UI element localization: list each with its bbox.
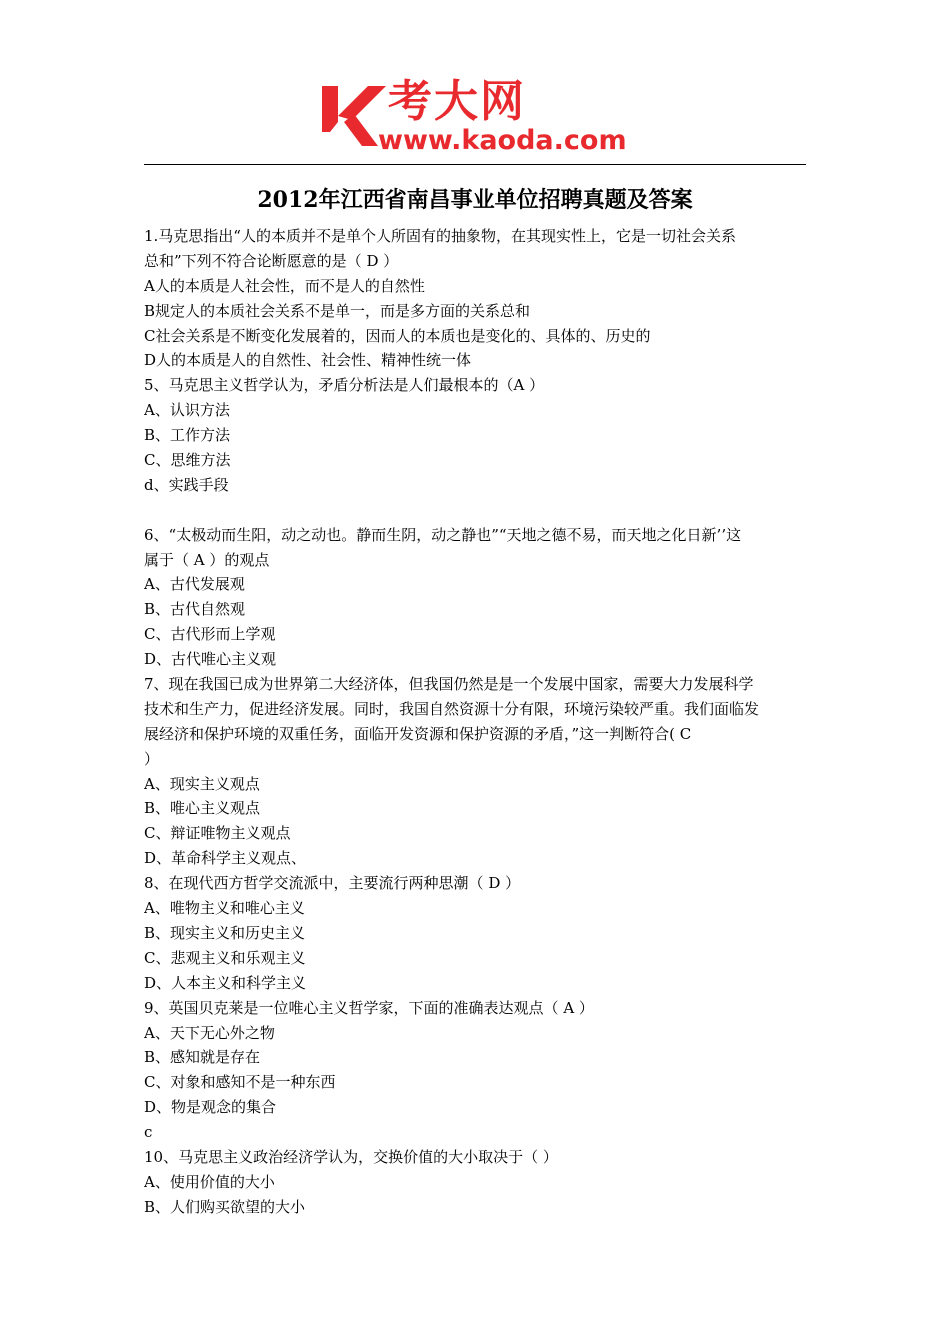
question-list [144, 224, 808, 1220]
text-line: B、人们购买欲望的大小 [144, 1197, 306, 1216]
text-line: 展经济和保护环境的双重任务，面临开发资源和保护资源的矛盾，”这一判断符合( C [144, 724, 692, 743]
text-line: B、感知就是存在 [144, 1048, 261, 1067]
text-line: C、古代形而上学观 [144, 625, 276, 644]
text-line: C、辩证唯物主义观点 [144, 824, 291, 843]
text-line: B规定人的本质社会关系不是单一，而是多方面的关系总和 [144, 301, 531, 320]
text-line: 8、在现代西方哲学交流派中，主要流行两种思潮（ D ） [144, 874, 521, 893]
text-line: A、天下无心外之物 [144, 1023, 275, 1042]
text-line: 总和”下列不符合论断愿意的是（ D ） [144, 251, 399, 270]
text-line: A、现实主义观点 [144, 774, 260, 793]
text-line: A、古代发展观 [144, 575, 245, 594]
text-line: B、古代自然观 [144, 600, 246, 619]
text-line: A、使用价值的大小 [144, 1172, 275, 1191]
text-line: B、工作方法 [144, 426, 231, 445]
text-line: C、思维方法 [144, 451, 231, 470]
text-line: 10、马克思主义政治经济学认为，交换价值的大小取决于（ ） [144, 1147, 558, 1166]
text-line: 7、现在我国已成为世界第二大经济体，但我国仍然是是一个发展中国家，需要大力发展科学 [144, 675, 754, 694]
kaoda-logo[interactable] [318, 76, 638, 160]
text-line: 属于（ A ）的观点 [144, 550, 270, 569]
text-line: D、人本主义和科学主义 [144, 973, 307, 992]
logo-url-text: www.kaoda.com [378, 125, 627, 156]
text-line: d、实践手段 [144, 475, 229, 494]
text-line: D人的本质是人的自然性、社会性、精神性统一体 [144, 351, 472, 370]
text-line: A、唯物主义和唯心主义 [144, 899, 305, 918]
text-line: D、古代唯心主义观 [144, 650, 277, 669]
text-line: A、认识方法 [144, 401, 230, 420]
text-line: 5、马克思主义哲学认为，矛盾分析法是人们最根本的（A ） [144, 376, 545, 395]
document-title: 2012年江西省南昌事业单位招聘真题及答案 [257, 187, 693, 213]
text-line: C社会关系是不断变化发展着的，因而人的本质也是变化的、具体的、历史的 [144, 326, 651, 345]
blank-line [144, 498, 808, 523]
text-line: A人的本质是人社会性，而不是人的自然性 [144, 276, 425, 295]
text-line: C、对象和感知不是一种东西 [144, 1073, 336, 1092]
text-line: ） [144, 749, 160, 768]
logo-chinese-text: 考大网 [388, 76, 526, 127]
text-line: B、唯心主义观点 [144, 799, 261, 818]
text-line: 9、英国贝克莱是一位唯心主义哲学家，下面的准确表达观点（ A ） [144, 998, 594, 1017]
text-line: c [144, 1123, 153, 1142]
header-divider [144, 164, 806, 165]
text-line: D、物是观念的集合 [144, 1098, 277, 1117]
text-line: C、悲观主义和乐观主义 [144, 948, 306, 967]
text-line: 6、“太极动而生阳，动之动也。静而生阴，动之静也”“天地之德不易，而天地之化日新’’这 [144, 525, 742, 544]
text-line: 1.马克思指出“人的本质并不是单个人所固有的抽象物，在其现实性上，它是一切社会关系 [144, 227, 736, 245]
text-line: D、革命科学主义观点、 [144, 849, 307, 868]
text-line: B、现实主义和历史主义 [144, 923, 306, 942]
text-line: 技术和生产力，促进经济发展。同时，我国自然资源十分有限，环境污染较严重。我们面临发 [144, 699, 760, 718]
